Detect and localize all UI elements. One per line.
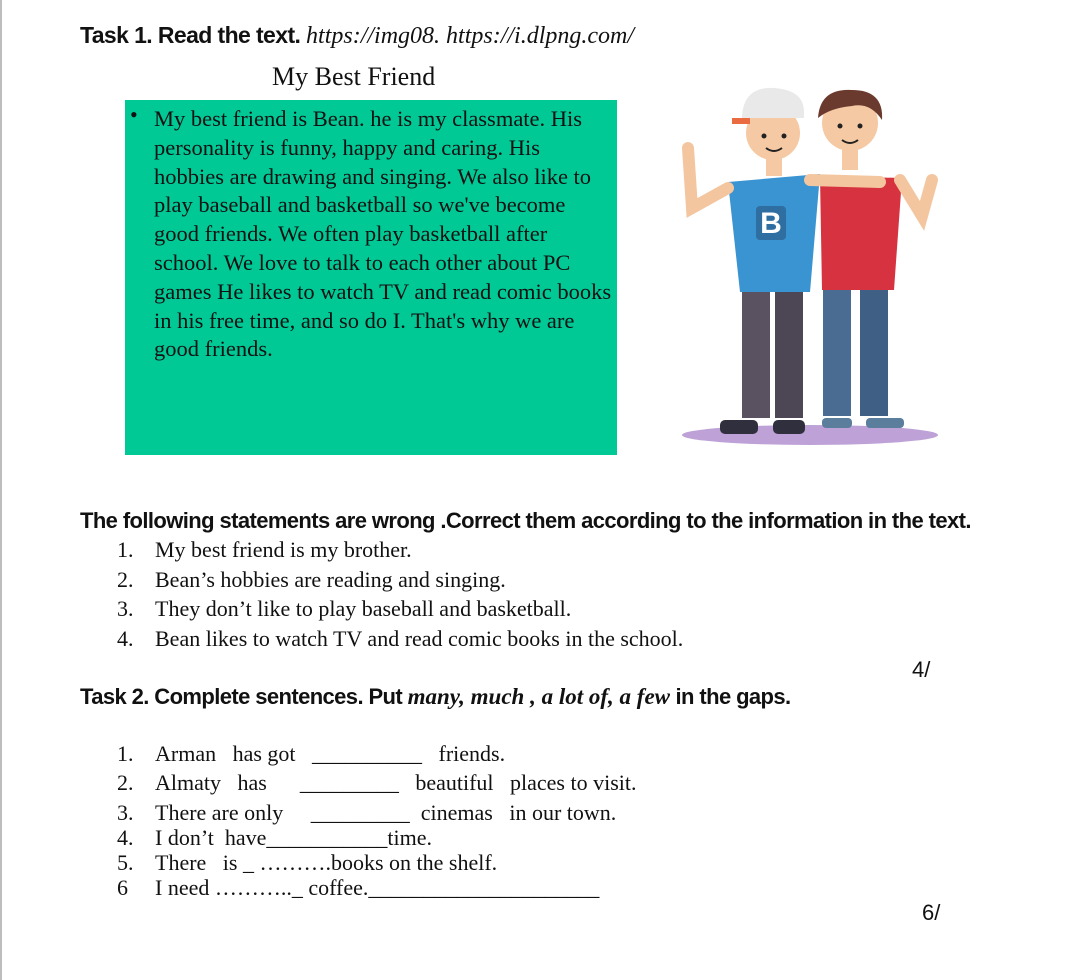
item-number: 2. bbox=[117, 770, 134, 795]
item-text: My best friend is my brother. bbox=[155, 537, 412, 562]
list-item bbox=[117, 626, 683, 656]
passage-title: My Best Friend bbox=[272, 62, 436, 91]
shirt-letter: B bbox=[760, 207, 782, 240]
item-text: Arman has got __________ friends. bbox=[155, 741, 506, 766]
item-text: Almaty has _________ beautiful places to visit. bbox=[155, 770, 637, 795]
item-text: I need ……….._ coffee._____________________ bbox=[155, 875, 600, 900]
source-url: https://img08. https://i.dlpng.com/ bbox=[306, 23, 635, 49]
item-number: 3. bbox=[117, 800, 134, 825]
task2-heading bbox=[80, 684, 791, 710]
task2-label: Task 2. Complete sentences. Put bbox=[80, 684, 408, 709]
list-item bbox=[117, 567, 683, 597]
score-task1: 4/ bbox=[912, 657, 931, 682]
item-text: I don’t have___________time. bbox=[155, 825, 432, 850]
exercise-item bbox=[117, 800, 616, 826]
exercise-item bbox=[117, 770, 637, 796]
task2-words: many, much , a lot of, a few bbox=[407, 684, 670, 709]
item-text: Bean’s hobbies are reading and singing. bbox=[155, 566, 506, 592]
item-number: 3. bbox=[117, 596, 134, 621]
task1-heading bbox=[80, 22, 634, 50]
score-task2: 6/ bbox=[922, 900, 941, 925]
two-friends-illustration bbox=[670, 78, 945, 450]
exercise-item bbox=[117, 875, 599, 901]
statements-list bbox=[117, 537, 683, 655]
item-number: 2. bbox=[117, 566, 134, 592]
item-number: 6 bbox=[117, 875, 128, 900]
item-number: 1. bbox=[117, 537, 134, 562]
list-item bbox=[117, 596, 683, 626]
item-text: There are only _________ cinemas in our town. bbox=[155, 800, 617, 825]
item-number: 4. bbox=[117, 625, 134, 651]
item-number: 1. bbox=[117, 741, 134, 766]
passage-text: My best friend is Bean. he is my classmate. His personality is funny, happy and caring. His hobbies are drawing and singing. We also like to play baseball and basketball so we've become good friends. We often play basketball after school. We love to talk to each other about PC games He likes to watch TV and read comic books in his free time, and so do I. That's why we are good friends. bbox=[154, 106, 612, 362]
task2-suffix: in the gaps. bbox=[670, 684, 791, 709]
list-item bbox=[117, 537, 683, 567]
task1-label: Task 1. Read the text. bbox=[80, 22, 301, 48]
exercise-item bbox=[117, 850, 497, 876]
instructions: The following statements are wrong .Correct them according to the information in the text. bbox=[80, 508, 971, 533]
item-text: They don’t like to play baseball and basketball. bbox=[155, 596, 572, 621]
item-text: There is _ ……….books on the shelf. bbox=[155, 850, 498, 875]
item-number: 5. bbox=[117, 850, 134, 875]
bullet-icon: • bbox=[130, 102, 138, 127]
exercise-item bbox=[117, 825, 432, 851]
exercise-item bbox=[117, 741, 505, 767]
page-edge bbox=[0, 0, 2, 980]
item-text: Bean likes to watch TV and read comic books in the school. bbox=[155, 625, 684, 651]
item-number: 4. bbox=[117, 825, 134, 850]
